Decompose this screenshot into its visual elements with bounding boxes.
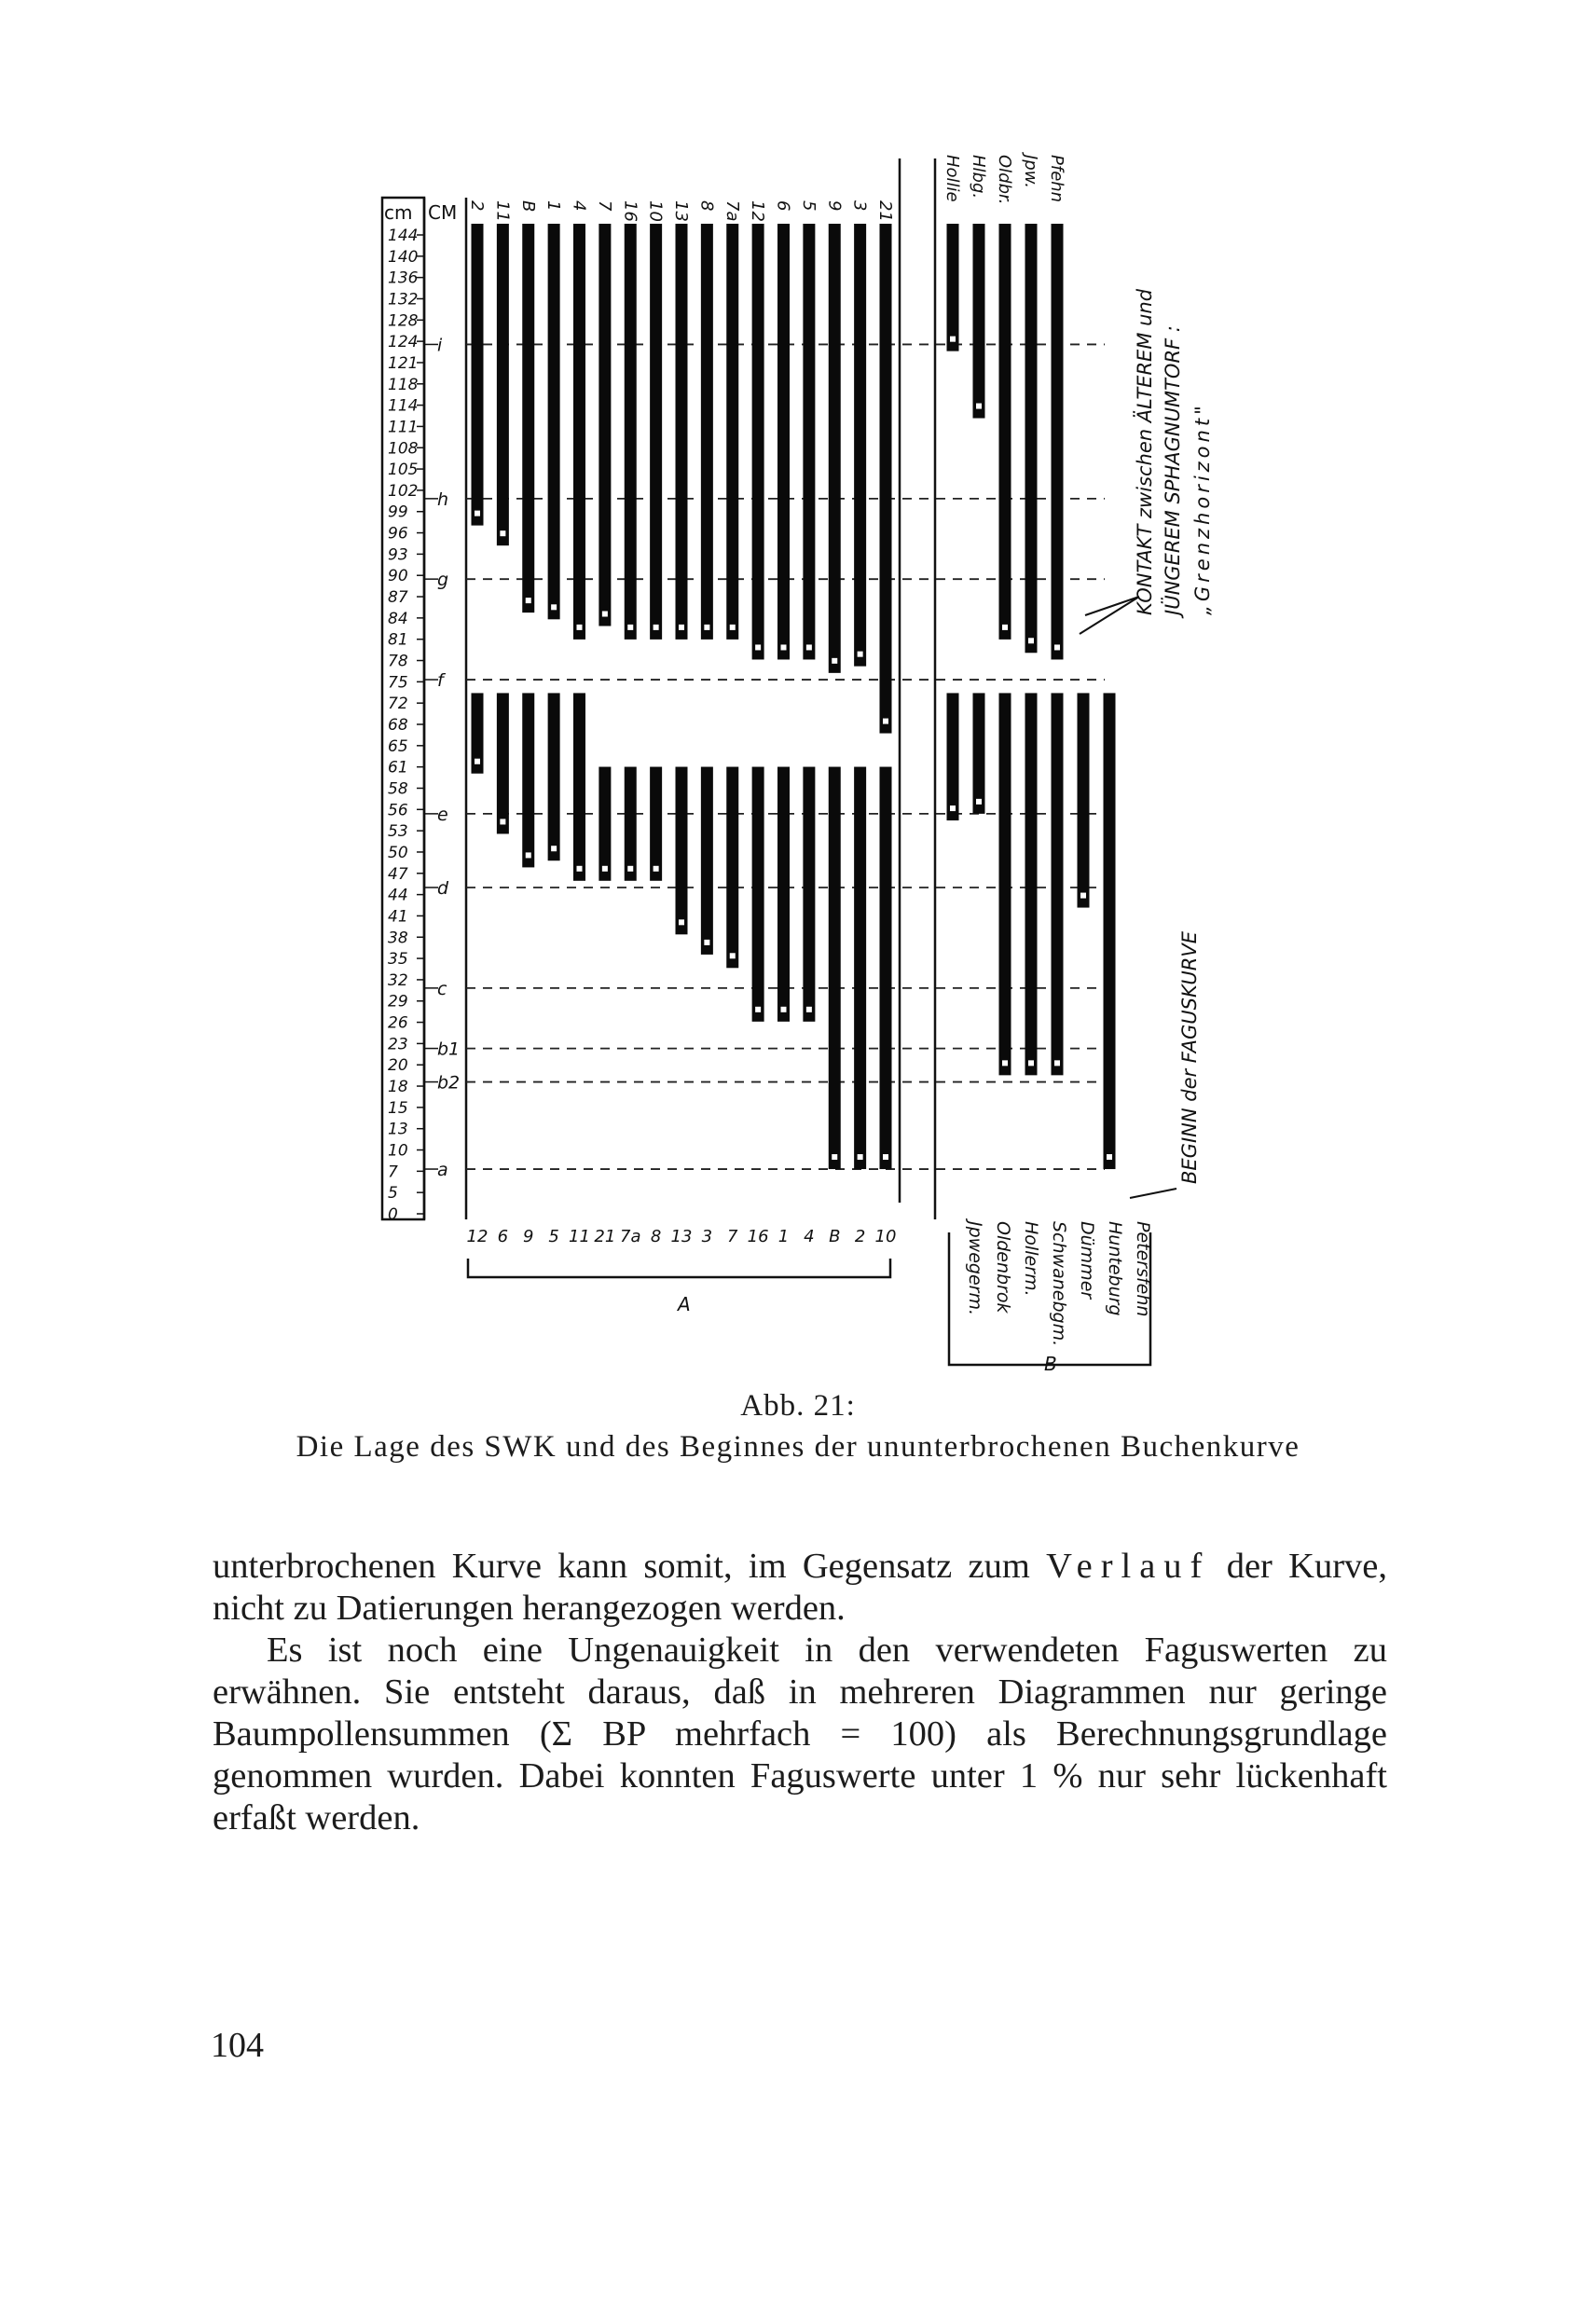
- lower-bar-a-8: [650, 767, 662, 881]
- upper-bar-a-8: [701, 224, 713, 640]
- top-label-a-6: 6: [773, 200, 793, 212]
- upper-bar-a-7a: [726, 224, 738, 640]
- lower-bar-a-4: [803, 767, 815, 1022]
- bottom-label-a-16: 16: [747, 1227, 769, 1246]
- bottom-label-a-2: 2: [854, 1227, 866, 1246]
- lower-bar-a-5-marker: [551, 846, 557, 851]
- lower-bar-a-3: [701, 767, 713, 955]
- top-label-a-2: 2: [467, 200, 487, 212]
- lower-bar-b-Petersfehn: [1104, 693, 1116, 1169]
- contact-annotation-line2: JÜNGEREM SPHAGNUMTORF :: [1162, 325, 1184, 615]
- contact-annotation-line3: „Grenzhorizont": [1191, 402, 1214, 615]
- upper-bar-a-3: [854, 224, 866, 667]
- bottom-label-b-Petersfehn: Petersfehn: [1133, 1221, 1153, 1317]
- upper-bar-a-2: [472, 224, 484, 526]
- bottom-label-a-11: 11: [569, 1227, 590, 1246]
- top-label-b-Hlbg.: Hlbg.: [969, 155, 988, 200]
- upper-bar-a-B-marker: [526, 598, 531, 603]
- lower-bar-a-10: [880, 767, 892, 1170]
- horizon-label-a: a: [437, 1160, 448, 1181]
- upper-bar-a-6-marker: [781, 644, 787, 650]
- depth-label-136: 136: [388, 268, 419, 288]
- bottom-label-b-Oldenbrok: Oldenbrok: [993, 1221, 1013, 1314]
- upper-bar-b-Oldbr.-marker: [1002, 625, 1008, 630]
- top-label-b-Jpw.: Jpw.: [1021, 155, 1040, 189]
- lower-bar-a-13-marker: [679, 919, 684, 925]
- upper-bar-a-3-marker: [858, 652, 863, 657]
- depth-label-90: 90: [388, 567, 408, 586]
- bottom-label-a-13: 13: [670, 1227, 693, 1246]
- depth-label-23: 23: [388, 1035, 408, 1054]
- lower-bar-a-9: [522, 693, 534, 867]
- upper-bar-b-Hlbg.-marker: [976, 404, 982, 409]
- depth-label-7: 7: [388, 1163, 398, 1182]
- lower-bar-a-B-marker: [832, 1154, 837, 1160]
- depth-label-124: 124: [388, 333, 419, 352]
- upper-bar-b-Oldbr.: [999, 224, 1011, 640]
- depth-label-29: 29: [388, 992, 408, 1012]
- bottom-label-a-9: 9: [523, 1227, 534, 1246]
- upper-bar-a-7-marker: [602, 612, 608, 617]
- depth-label-10: 10: [388, 1141, 408, 1161]
- lower-bar-a-1: [777, 767, 790, 1022]
- bottom-label-b-Dümmer: Dümmer: [1077, 1221, 1097, 1300]
- depth-label-61: 61: [388, 758, 408, 778]
- top-label-a-12: 12: [748, 200, 768, 222]
- depth-label-44: 44: [388, 886, 408, 905]
- paragraph-1: [213, 1546, 1387, 1630]
- lower-bar-b-Jpwegerm.-marker: [950, 805, 956, 811]
- depth-label-15: 15: [388, 1098, 408, 1118]
- top-label-a-21: 21: [875, 200, 895, 222]
- group-b-label: B: [1044, 1353, 1057, 1370]
- depth-label-47: 47: [388, 864, 408, 884]
- depth-label-38: 38: [388, 929, 408, 948]
- lower-bar-b-Hunteburg-marker: [1080, 893, 1086, 899]
- lower-bar-a-21-marker: [602, 866, 608, 872]
- lower-bar-b-Dümmer: [1052, 693, 1064, 1075]
- lower-bar-b-Schwanebgm.: [1025, 693, 1038, 1075]
- lower-bar-b-Hunteburg: [1078, 693, 1090, 907]
- annotations: [1080, 288, 1214, 1198]
- lower-bar-a-4-marker: [806, 1007, 812, 1012]
- horizon-label-e: e: [437, 804, 448, 825]
- fagus-annotation: BEGINN der FAGUSKURVE: [1178, 931, 1201, 1184]
- depth-label-20: 20: [388, 1056, 408, 1076]
- depth-label-32: 32: [388, 970, 408, 990]
- lower-bar-a-7: [726, 767, 738, 969]
- lower-bar-a-7-marker: [730, 953, 736, 958]
- horizon-label-f: f: [437, 670, 444, 692]
- upper-bar-a-2-marker: [475, 511, 480, 516]
- top-label-b-Hollie: Hollie: [942, 155, 962, 202]
- depth-label-84: 84: [388, 609, 408, 628]
- horizon-label-g: g: [437, 570, 449, 591]
- depth-label-75: 75: [388, 673, 408, 693]
- upper-bar-a-5: [803, 224, 815, 659]
- top-label-a-16: 16: [620, 200, 640, 222]
- lower-bar-a-7a: [625, 767, 637, 881]
- upper-bar-b-Jpw.: [1025, 224, 1038, 653]
- upper-bar-a-4: [573, 224, 585, 640]
- upper-bar-b-Hlbg.: [973, 224, 985, 419]
- depth-label-13: 13: [388, 1120, 408, 1139]
- depth-label-53: 53: [388, 822, 408, 842]
- horizon-label-c: c: [437, 978, 447, 999]
- depth-label-105: 105: [388, 461, 419, 480]
- lower-bar-a-2: [854, 767, 866, 1170]
- depth-label-108: 108: [388, 439, 419, 459]
- depth-label-102: 102: [388, 481, 419, 501]
- depth-label-0: 0: [388, 1205, 398, 1224]
- group-a-label: A: [678, 1293, 691, 1315]
- bottom-label-a-6: 6: [497, 1227, 509, 1246]
- upper-bar-a-12: [752, 224, 764, 659]
- bottom-label-b-Hunteburg: Hunteburg: [1105, 1221, 1125, 1316]
- lower-bar-b-Petersfehn-marker: [1107, 1154, 1112, 1160]
- horizon-label-b2: b2: [437, 1072, 461, 1094]
- contact-arrows: [1080, 597, 1139, 634]
- lower-bar-a-8-marker: [654, 866, 659, 872]
- depth-label-144: 144: [388, 227, 419, 245]
- bottom-label-a-B: B: [829, 1227, 841, 1246]
- top-label-a-3: 3: [849, 200, 870, 212]
- upper-bar-a-10: [650, 224, 662, 640]
- top-label-a-10: 10: [645, 200, 666, 222]
- top-label-b-Oldbr.: Oldbr.: [995, 155, 1014, 205]
- upper-bar-b-Pfehn-marker: [1054, 644, 1060, 650]
- depth-label-41: 41: [388, 907, 408, 927]
- depth-label-114: 114: [388, 396, 419, 416]
- top-label-a-1: 1: [543, 200, 564, 212]
- top-label-a-11: 11: [492, 200, 513, 222]
- top-label-a-B: B: [517, 200, 538, 213]
- bottom-label-a-1: 1: [777, 1227, 790, 1246]
- upper-bar-a-8-marker: [704, 625, 709, 630]
- lower-bar-a-1-marker: [781, 1007, 787, 1012]
- depth-label-96: 96: [388, 524, 408, 544]
- bottom-label-a-7: 7: [727, 1227, 738, 1246]
- lower-bar-a-6: [497, 693, 509, 833]
- depth-label-118: 118: [388, 375, 419, 394]
- lower-bar-a-21: [598, 767, 611, 881]
- paragraph-2: Es ist noch eine Ungenauigkeit in den verwendeten Faguswerten zu erwähnen. Sie entsteht daraus, daß in mehreren Diagrammen nur geringe Baumpollensummen (Σ BP mehrfach = 100) als Berechnungsgrundlage genommen wurden. Dabei konnten Faguswerte unter 1 % nur sehr lückenhaft erfaßt werden.: [213, 1631, 1387, 1837]
- lower-bar-b-Jpwegerm.: [947, 693, 959, 820]
- upper-bar-a-16-marker: [627, 625, 633, 630]
- figure-caption-text: Die Lage des SWK und des Beginnes der ununterbrochenen Buchenkurve: [296, 1430, 1300, 1464]
- lower-bar-a-16-marker: [755, 1007, 761, 1012]
- upper-bar-a-11-marker: [500, 530, 505, 536]
- lower-bar-b-Schwanebgm.-marker: [1028, 1060, 1034, 1066]
- depth-label-99: 99: [388, 502, 408, 522]
- depth-label-26: 26: [388, 1013, 408, 1033]
- emphasized-word: Verlauf: [1046, 1547, 1211, 1586]
- upper-bar-a-13: [676, 224, 688, 640]
- group-a-bracket: [468, 1259, 890, 1277]
- upper-bar-a-12-marker: [755, 644, 761, 650]
- depth-label-78: 78: [388, 652, 408, 671]
- lower-bar-a-13: [676, 767, 688, 935]
- bottom-label-b-Schwanebgm.: Schwanebgm.: [1049, 1221, 1069, 1347]
- contact-annotation-line1: KONTAKT zwischen ÄLTEREM und: [1134, 288, 1156, 615]
- lower-bar-a-11: [573, 693, 585, 880]
- upper-bar-a-1-marker: [551, 604, 557, 610]
- bottom-label-a-12: 12: [466, 1227, 488, 1246]
- bottom-label-a-5: 5: [548, 1227, 559, 1246]
- lower-bar-a-2-marker: [858, 1154, 863, 1160]
- lower-bar-a-7a-marker: [627, 866, 633, 872]
- depth-label-56: 56: [388, 801, 408, 820]
- upper-bar-a-7: [598, 224, 611, 626]
- top-label-a-8: 8: [696, 200, 717, 212]
- depth-label-5: 5: [388, 1184, 398, 1204]
- lower-bar-b-Dümmer-marker: [1054, 1060, 1060, 1066]
- bottom-label-b-Hollerm.: Hollerm.: [1021, 1221, 1041, 1297]
- paragraph-1-end: der Kurve, nicht zu Datierungen herangezogen werden.: [213, 1547, 1387, 1628]
- upper-bar-a-B: [522, 224, 534, 612]
- top-label-a-4: 4: [569, 200, 589, 212]
- depth-label-72: 72: [388, 695, 408, 714]
- depth-label-58: 58: [388, 779, 408, 799]
- upper-bar-a-13-marker: [679, 625, 684, 630]
- depth-label-81: 81: [388, 630, 408, 650]
- top-label-a-7a: 7a: [722, 200, 742, 222]
- depth-label-93: 93: [388, 545, 408, 565]
- bottom-label-a-4: 4: [804, 1227, 815, 1246]
- lower-bar-a-12-marker: [475, 759, 480, 764]
- lower-bar-a-3-marker: [704, 940, 709, 945]
- upper-bar-b-Jpw.-marker: [1028, 638, 1034, 643]
- lower-bar-a-6-marker: [500, 819, 505, 824]
- depth-label-50: 50: [388, 843, 408, 862]
- horizon-label-i: i: [437, 335, 443, 356]
- upper-bar-a-21: [880, 224, 892, 734]
- lower-bar-b-Oldenbrok-marker: [976, 799, 982, 805]
- horizon-scale-header: CM: [428, 201, 458, 224]
- upper-bar-b-Hollie: [947, 224, 959, 351]
- upper-bar-a-10-marker: [654, 625, 659, 630]
- bottom-label-a-7a: 7a: [620, 1227, 641, 1246]
- depth-label-87: 87: [388, 588, 408, 608]
- bottom-label-a-3: 3: [701, 1227, 713, 1246]
- lower-bar-b-Hollerm.-marker: [1002, 1060, 1008, 1066]
- lower-bar-a-9-marker: [526, 852, 531, 858]
- top-label-a-9: 9: [824, 200, 845, 212]
- horizon-label-h: h: [437, 489, 449, 510]
- lower-bar-a-5: [548, 693, 560, 860]
- lower-bar-a-B: [829, 767, 841, 1170]
- upper-bar-a-9: [829, 224, 841, 673]
- top-label-a-13: 13: [671, 200, 691, 222]
- depth-label-68: 68: [388, 716, 408, 735]
- fagus-arrow: [1130, 1189, 1176, 1198]
- depth-label-35: 35: [388, 950, 408, 970]
- depth-label-132: 132: [388, 290, 419, 310]
- upper-bar-a-5-marker: [806, 644, 812, 650]
- upper-bar-b-Hollie-marker: [950, 337, 956, 342]
- upper-bar-a-11: [497, 224, 509, 545]
- page-number: 104: [211, 2026, 264, 2065]
- upper-bar-a-16: [625, 224, 637, 640]
- figure-caption-title: Abb. 21:: [740, 1389, 856, 1423]
- depth-label-140: 140: [388, 247, 419, 267]
- depth-label-65: 65: [388, 736, 408, 756]
- upper-bar-a-1: [548, 224, 560, 619]
- profile-bars: [472, 224, 1116, 1169]
- top-label-a-7: 7: [594, 200, 614, 212]
- lower-bar-b-Oldenbrok: [973, 693, 985, 813]
- bottom-label-a-8: 8: [650, 1227, 662, 1246]
- horizon-label-b1: b1: [437, 1039, 461, 1060]
- horizon-label-d: d: [437, 877, 449, 899]
- bottom-label-a-21: 21: [594, 1227, 616, 1246]
- upper-bar-a-4-marker: [577, 625, 583, 630]
- bottom-label-a-10: 10: [874, 1227, 897, 1246]
- depth-label-128: 128: [388, 311, 419, 331]
- upper-bar-a-21-marker: [883, 719, 888, 724]
- depth-scale-header: cm: [384, 201, 413, 224]
- depth-label-111: 111: [388, 418, 419, 437]
- top-label-a-5: 5: [798, 200, 819, 212]
- upper-bar-b-Pfehn: [1052, 224, 1064, 659]
- upper-bar-a-9-marker: [832, 658, 837, 664]
- upper-bar-a-7a-marker: [730, 625, 736, 630]
- depth-label-121: 121: [388, 353, 419, 373]
- bottom-label-b-Jpwegerm.: Jpwegerm.: [965, 1221, 985, 1316]
- paragraph-1-start: unterbrochenen Kurve kann somit, im Gegensatz zum: [213, 1547, 1047, 1586]
- upper-bar-a-6: [777, 224, 790, 659]
- lower-bar-b-Hollerm.: [999, 693, 1011, 1075]
- body-text: [213, 1546, 1387, 1839]
- lower-bar-a-10-marker: [883, 1154, 888, 1160]
- lower-bar-a-16: [752, 767, 764, 1022]
- top-label-b-Pfehn: Pfehn: [1047, 155, 1066, 203]
- depth-label-18: 18: [388, 1078, 408, 1097]
- lower-bar-a-11-marker: [577, 866, 583, 872]
